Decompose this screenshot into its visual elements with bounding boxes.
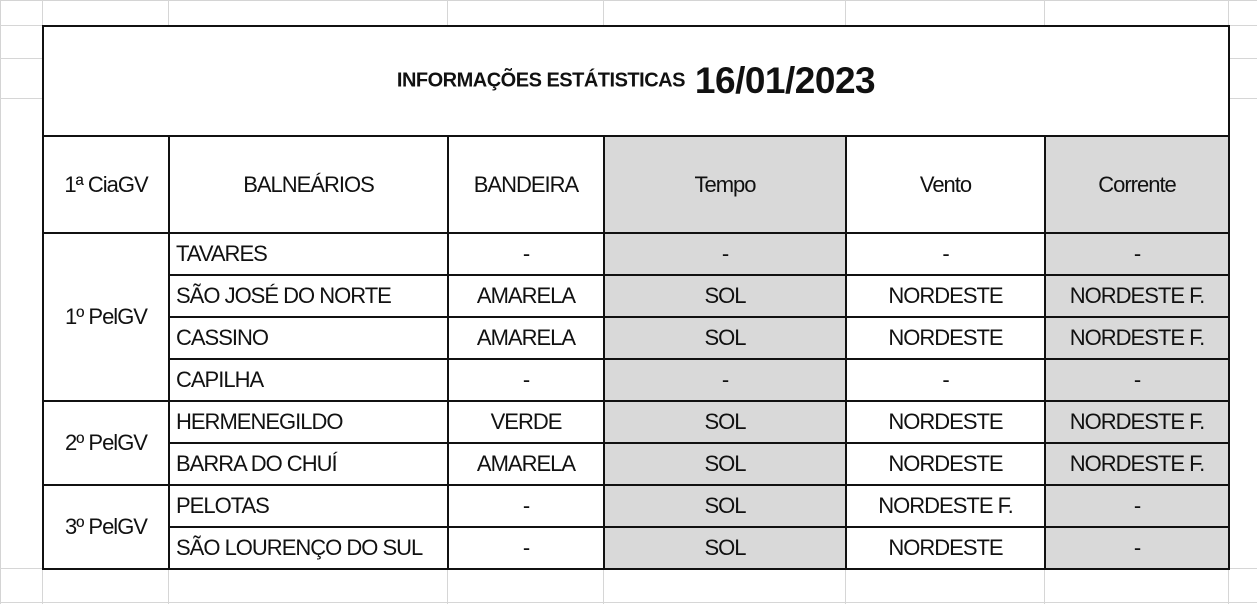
current-cell[interactable]: -: [1045, 233, 1229, 275]
flag-cell[interactable]: -: [448, 485, 604, 527]
flag-cell[interactable]: AMARELA: [448, 443, 604, 485]
current-cell[interactable]: -: [1045, 359, 1229, 401]
flag-cell[interactable]: -: [448, 527, 604, 569]
beach-cell[interactable]: CAPILHA: [169, 359, 448, 401]
gridline: [0, 98, 42, 99]
flag-cell[interactable]: VERDE: [448, 401, 604, 443]
table-row: [43, 359, 1229, 401]
wind-cell[interactable]: -: [846, 359, 1045, 401]
weather-cell[interactable]: SOL: [604, 527, 846, 569]
gridline: [0, 58, 42, 59]
wind-cell[interactable]: NORDESTE: [846, 443, 1045, 485]
title-cell[interactable]: [43, 26, 1229, 136]
wind-cell[interactable]: -: [846, 233, 1045, 275]
header-unit[interactable]: 1ª CiaGV: [43, 136, 169, 233]
weather-cell[interactable]: -: [604, 359, 846, 401]
beach-cell[interactable]: SÃO LOURENÇO DO SUL: [169, 527, 448, 569]
beach-cell[interactable]: SÃO JOSÉ DO NORTE: [169, 275, 448, 317]
gridline: [1228, 98, 1257, 99]
unit-cell[interactable]: 2º PelGV: [43, 401, 169, 485]
beach-cell[interactable]: PELOTAS: [169, 485, 448, 527]
header-flag[interactable]: BANDEIRA: [448, 136, 604, 233]
header-beach[interactable]: BALNEÁRIOS: [169, 136, 448, 233]
flag-cell[interactable]: -: [448, 233, 604, 275]
beach-cell[interactable]: BARRA DO CHUÍ: [169, 443, 448, 485]
weather-cell[interactable]: SOL: [604, 401, 846, 443]
flag-cell[interactable]: AMARELA: [448, 275, 604, 317]
table-row: [43, 233, 1229, 275]
header-wind[interactable]: Vento: [846, 136, 1045, 233]
report-date: 16/01/2023: [694, 60, 876, 101]
weather-cell[interactable]: SOL: [604, 317, 846, 359]
current-cell[interactable]: NORDESTE F.: [1045, 443, 1229, 485]
weather-cell[interactable]: SOL: [604, 485, 846, 527]
wind-cell[interactable]: NORDESTE F.: [846, 485, 1045, 527]
current-cell[interactable]: NORDESTE F.: [1045, 275, 1229, 317]
flag-cell[interactable]: AMARELA: [448, 317, 604, 359]
current-cell[interactable]: NORDESTE F.: [1045, 401, 1229, 443]
weather-cell[interactable]: -: [604, 233, 846, 275]
report-title: INFORMAÇÕES ESTÁTISTICAS: [396, 69, 685, 92]
wind-cell[interactable]: NORDESTE: [846, 275, 1045, 317]
current-cell[interactable]: -: [1045, 527, 1229, 569]
beach-cell[interactable]: CASSINO: [169, 317, 448, 359]
current-cell[interactable]: -: [1045, 485, 1229, 527]
table-row: [43, 275, 1229, 317]
table-row: [43, 443, 1229, 485]
wind-cell[interactable]: NORDESTE: [846, 317, 1045, 359]
beach-cell[interactable]: HERMENEGILDO: [169, 401, 448, 443]
header-current[interactable]: Corrente: [1045, 136, 1229, 233]
gridline: [1228, 58, 1257, 59]
unit-cell[interactable]: 1º PelGV: [43, 233, 169, 401]
flag-cell[interactable]: -: [448, 359, 604, 401]
gridline: [0, 602, 1257, 603]
current-cell[interactable]: NORDESTE F.: [1045, 317, 1229, 359]
header-row: [43, 136, 1229, 233]
header-weather[interactable]: Tempo: [604, 136, 846, 233]
table-row: [43, 485, 1229, 527]
unit-cell[interactable]: 3º PelGV: [43, 485, 169, 569]
table-row: [43, 317, 1229, 359]
statistics-table: [42, 25, 1230, 570]
beach-cell[interactable]: TAVARES: [169, 233, 448, 275]
weather-cell[interactable]: SOL: [604, 443, 846, 485]
wind-cell[interactable]: NORDESTE: [846, 401, 1045, 443]
table-row: [43, 527, 1229, 569]
weather-cell[interactable]: SOL: [604, 275, 846, 317]
table-row: [43, 401, 1229, 443]
wind-cell[interactable]: NORDESTE: [846, 527, 1045, 569]
